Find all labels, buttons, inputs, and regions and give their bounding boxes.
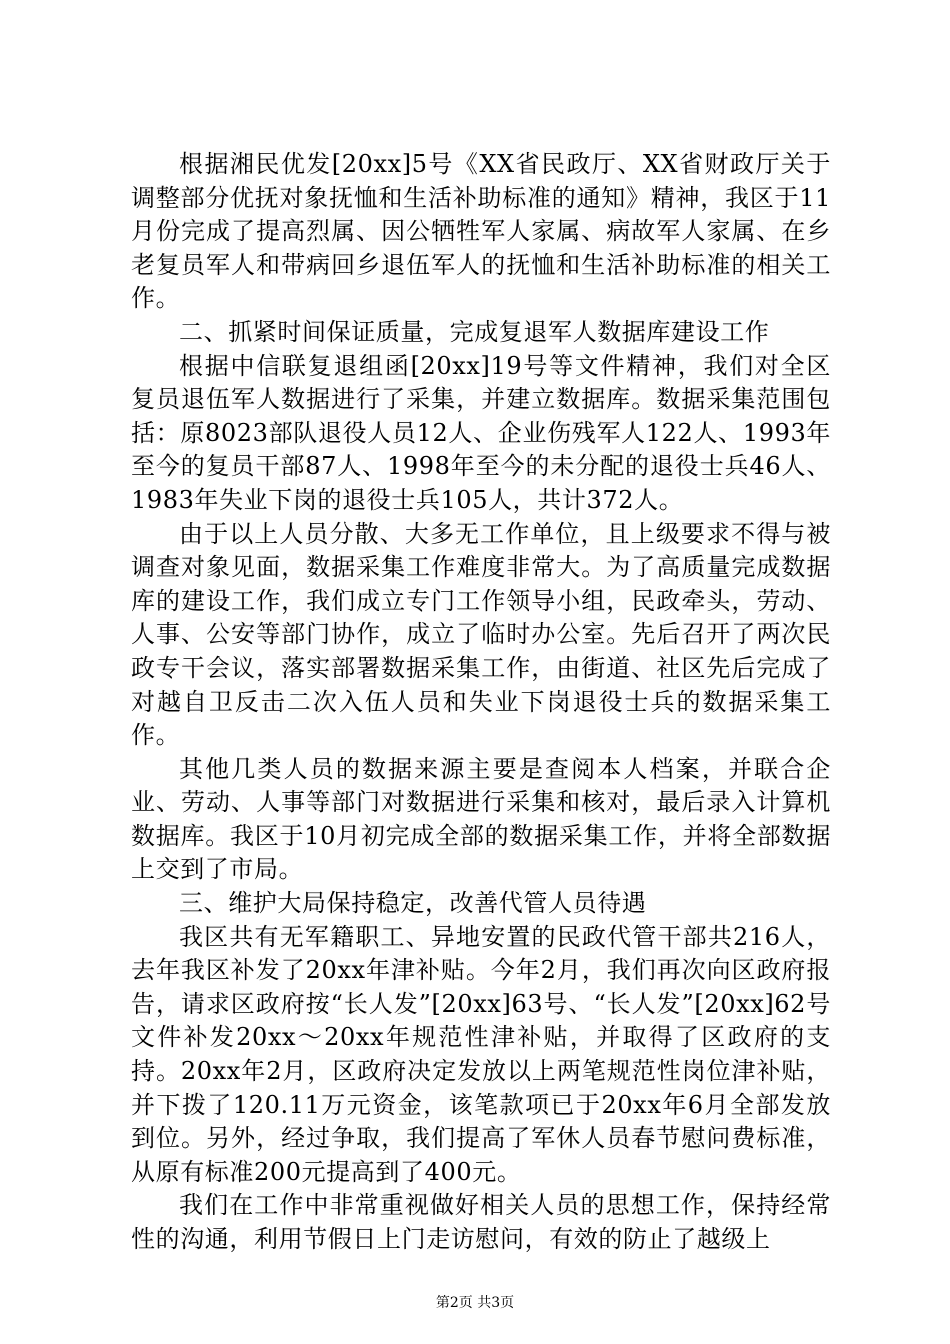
paragraph-allowances: 我区共有无军籍职工、异地安置的民政代管干部共216人，去年我区补发了20xx年津补贴。今年2月，我们再次向区政府报告，请求区政府按“长人发”[20xx]63号、“长人发”[20xx]62号文件补发20xx～20xx年规范性津补贴，并取得了区政府的支持。20xx年2月，区政府决定发放以上两笔规范性岗位津补贴，并下拨了120.11万元资金，该笔款项已于20xx年6月全部发放到位。另外，经过争取，我们提高了军休人员春节慰问费标准，从原有标准200元提高到了400元。 [131, 922, 831, 1186]
page-number-label: 第2页 共3页 [435, 1295, 515, 1311]
paragraph-database-collection: 根据中信联复退组函[20xx]19号等文件精神，我们对全区复员退伍军人数据进行了采集，并建立数据库。数据采集范围包括：原8023部队退役人员12人、企业伤残军人122人、1993年至今的复员干部87人、1998年至今的未分配的退役士兵46人、1983年失业下岗的退役士兵105人，共计372人。 [131, 351, 831, 514]
section-heading-2: 二、抓紧时间保证质量，完成复退军人数据库建设工作 [179, 317, 770, 346]
page-footer [0, 1293, 950, 1313]
paragraph-pension-standards: 根据湘民优发[20xx]5号《XX省民政厅、XX省财政厅关于调整部分优抚对象抚恤和生活补助标准的通知》精神，我区于11月份完成了提高烈属、因公牺牲军人家属、病故军人家属、在乡老复员军人和带病回乡退伍军人的抚恤和生活补助标准的相关工作。 [131, 150, 831, 313]
paragraph-ideological-work: 我们在工作中非常重视做好相关人员的思想工作，保持经常性的沟通，利用节假日上门走访慰问，有效的防止了越级上 [131, 1191, 831, 1253]
document-body [131, 148, 831, 1257]
paragraph-collection-difficulty: 由于以上人员分散、大多无工作单位，且上级要求不得与被调查对象见面，数据采集工作难度非常大。为了高质量完成数据库的建设工作，我们成立专门工作领导小组，民政牵头，劳动、人事、公安等部门协作，成立了临时办公室。先后召开了两次民政专干会议，落实部署数据采集工作，由街道、社区先后完成了对越自卫反击二次入伍人员和失业下岗退役士兵的数据采集工作。 [131, 519, 831, 750]
section-heading-3: 三、维护大局保持稳定，改善代管人员待遇 [179, 889, 647, 918]
paragraph-data-sources: 其他几类人员的数据来源主要是查阅本人档案，并联合企业、劳动、人事等部门对数据进行采集和核对，最后录入计算机数据库。我区于10月初完成全部的数据采集工作，并将全部数据上交到了市局。 [131, 754, 831, 884]
